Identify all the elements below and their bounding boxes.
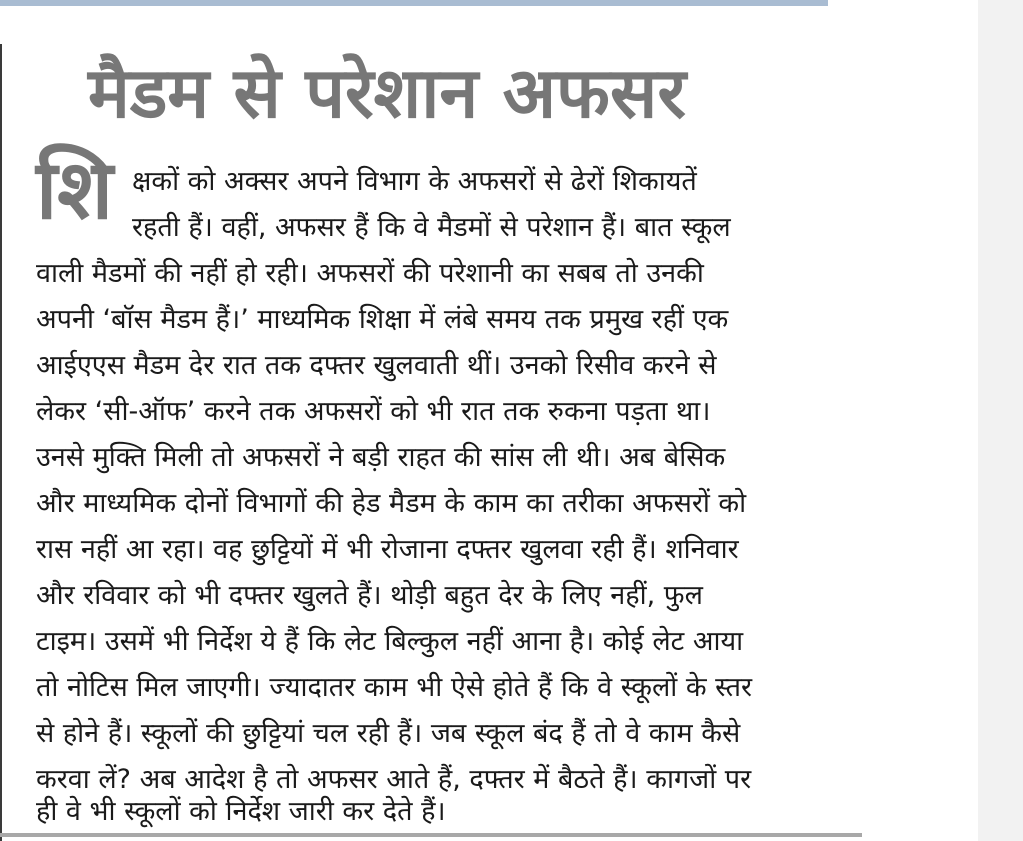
left-border-line <box>0 44 2 841</box>
body-line-4: अपनी ‘बॉस मैडम हैं।’ माध्यमिक शिक्षा में लंबे समय तक प्रमुख रहीं एक <box>36 304 729 335</box>
body-line-6: लेकर ‘सी-ऑफ’ करने तक अफसरों को भी रात तक रुकना पड़ता था। <box>36 396 711 427</box>
body-line-14: करवा लें? अब आदेश है तो अफसर आते हैं, दफ्तर में बैठते हैं। कागजों पर <box>36 764 752 795</box>
body-line-1: क्षकों को अक्सर अपने विभाग के अफसरों से ढेरों शिकायतें <box>132 166 697 197</box>
body-line-15: ही वे भी स्कूलों को निर्देश जारी कर देते हैं। <box>36 796 446 827</box>
right-margin-panel <box>978 0 1023 841</box>
body-line-3: वाली मैडमों की नहीं हो रही। अफसरों की परेशानी का सबब तो उनकी <box>36 258 704 289</box>
bottom-rule <box>0 833 862 837</box>
top-rule <box>0 0 828 6</box>
body-line-5: आईएएस मैडम देर रात तक दफ्तर खुलवाती थीं। उनको रिसीव करने से <box>36 350 717 381</box>
body-line-13: से होने हैं। स्कूलों की छुट्टियां चल रही हैं। जब स्कूल बंद हैं तो वे काम कैसे <box>36 718 741 749</box>
body-line-2: रहती हैं। वहीं, अफसर हैं कि वे मैडमों से परेशान हैं। बात स्कूल <box>132 212 731 243</box>
body-line-10: और रविवार को भी दफ्तर खुलते हैं। थोड़ी बहुत देर के लिए नहीं, फुल <box>36 580 703 611</box>
body-line-9: रास नहीं आ रहा। वह छुट्टियों में भी रोजाना दफ्तर खुलवा रही हैं। शनिवार <box>36 534 739 565</box>
body-line-8: और माध्यमिक दोनों विभागों की हेड मैडम के काम का तरीका अफसरों को <box>36 488 747 519</box>
drop-cap: शि <box>36 143 113 238</box>
body-line-12: तो नोटिस मिल जाएगी। ज्यादातर काम भी ऐसे होते हैं कि वे स्कूलों के स्तर <box>36 672 753 703</box>
body-line-11: टाइम। उसमें भी निर्देश ये हैं कि लेट बिल्कुल नहीं आना है। कोई लेट आया <box>36 626 744 657</box>
body-line-7: उनसे मुक्ति मिली तो अफसरों ने बड़ी राहत की सांस ली थी। अब बेसिक <box>36 442 726 473</box>
headline: मैडम से परेशान अफसर <box>88 52 686 134</box>
